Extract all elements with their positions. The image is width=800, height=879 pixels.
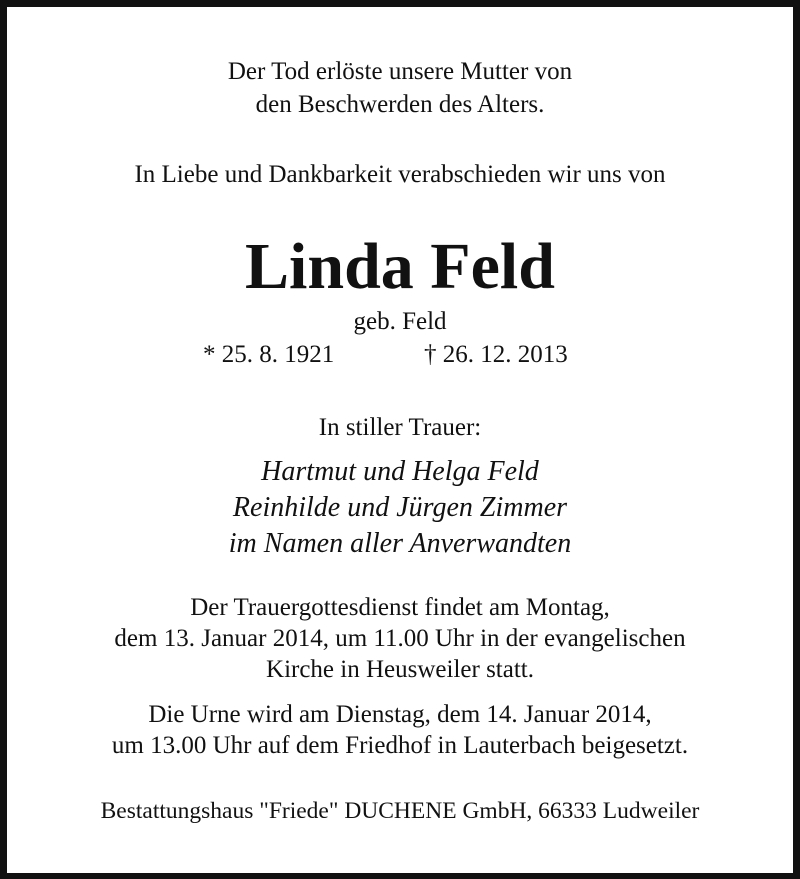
farewell-line: In Liebe und Dankbarkeit verabschieden wir uns von: [134, 161, 666, 188]
birth-date: * 25. 8. 1921: [203, 341, 335, 368]
mourner-line-1: Hartmut und Helga Feld: [261, 456, 539, 487]
maiden-name: geb. Feld: [353, 308, 447, 335]
burial-line-1: Die Urne wird am Dienstag, dem 14. Januar 2014,: [148, 701, 652, 728]
death-date: † 26. 12. 2013: [424, 341, 568, 368]
mourner-line-2: Reinhilde und Jürgen Zimmer: [232, 492, 568, 523]
deceased-name: Linda Feld: [245, 230, 555, 303]
intro-line-2: den Beschwerden des Alters.: [255, 91, 545, 118]
service-line-1: Der Trauergottesdienst findet am Montag,: [190, 594, 610, 621]
intro-line-1: Der Tod erlöste unsere Mutter von: [227, 58, 573, 85]
funeral-home: Bestattungshaus "Friede" DUCHENE GmbH, 66333 Ludweiler: [100, 798, 700, 824]
service-line-3: Kirche in Heusweiler statt.: [266, 656, 534, 683]
mourner-line-3: im Namen aller Anverwandten: [228, 528, 572, 559]
service-line-2: dem 13. Januar 2014, um 11.00 Uhr in der evangelischen: [114, 625, 686, 652]
burial-line-2: um 13.00 Uhr auf dem Friedhof in Lauterbach beigesetzt.: [111, 732, 689, 759]
mourning-heading: In stiller Trauer:: [318, 414, 482, 441]
